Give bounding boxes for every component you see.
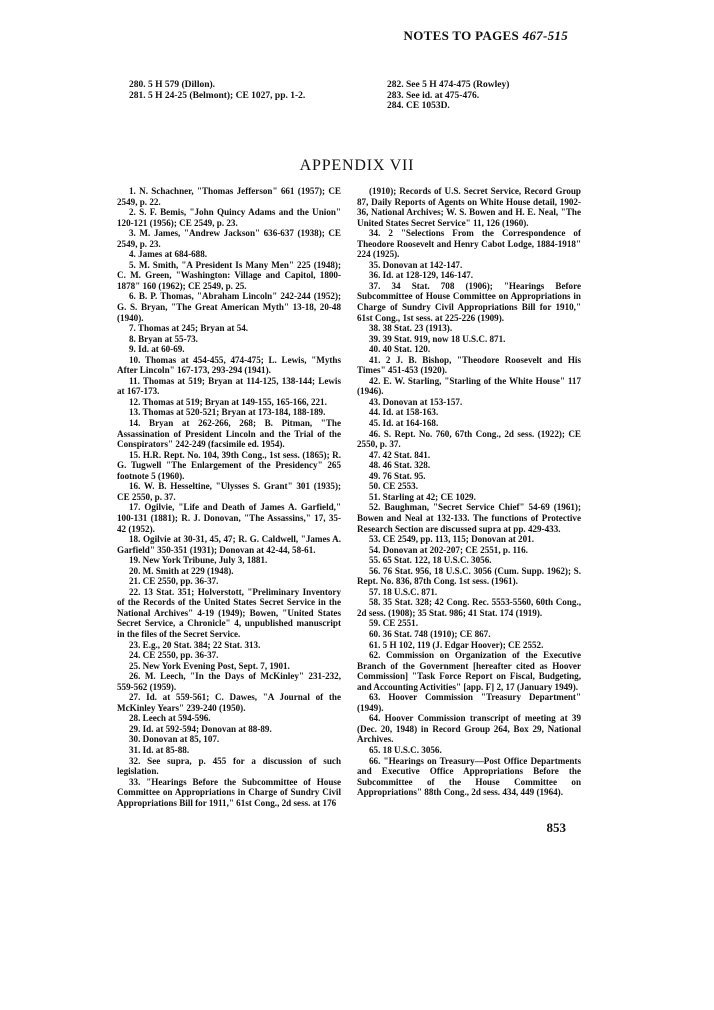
footnote: 45. Id. at 164-168. — [369, 418, 439, 429]
footnote: 4. James at 684-688. — [129, 249, 208, 260]
footnote: 8. Bryan at 55-73. — [129, 333, 198, 344]
footnote: 20. M. Smith at 229 (1948). — [129, 565, 234, 576]
footnote: 25. New York Evening Post, Sept. 7, 1901. — [129, 660, 290, 671]
footnote: 7. Thomas at 245; Bryan at 54. — [129, 323, 249, 334]
footnote: 64. Hoover Commission transcript of meeting at 39 (Dec. 20, 1948) in Record Group 264, Box 29, National Archives. — [357, 713, 581, 745]
footnote: 22. 13 Stat. 351; Holverstott, "Preliminary Inventory of the Records of the United States Secret Service in the National Archives" 4-19 (1949); Bowen, "United States Secret Service, a Chronicle" 4, unpublished manuscript in the files of the Secret Service. — [117, 586, 341, 639]
footnote: 282. See 5 H 474-475 (Rowley) — [387, 80, 510, 90]
footnote: 39. 39 Stat. 919, now 18 U.S.C. 871. — [369, 333, 506, 344]
footnote: 53. CE 2549, pp. 113, 115; Donovan at 201. — [369, 534, 534, 545]
footnote: 11. Thomas at 519; Bryan at 114-125, 138-144; Lewis at 167-173. — [117, 375, 341, 397]
running-head-page-range: 467-515 — [522, 28, 568, 43]
top-notes-right — [375, 80, 585, 112]
footnote: 65. 18 U.S.C. 3056. — [369, 744, 442, 755]
footnote: 58. 35 Stat. 328; 42 Cong. Rec. 5553-5560, 60th Cong., 2d sess. (1908); 35 Stat. 986; 41 Stat. 174 (1919). — [357, 597, 581, 618]
footnote: 40. 40 Stat. 120. — [369, 344, 431, 355]
footnote: 37. 34 Stat. 708 (1906); "Hearings Before Subcommittee of House Committee on Appropriations in Charge of Sundry Civil Appropriations Bill for 1910," 61st Cong., 1st sess. at 225-226 (1909). — [357, 280, 581, 323]
footnote: 41. 2 J. B. Bishop, "Theodore Roosevelt and His Times" 451-453 (1920). — [357, 354, 581, 376]
footnote: 17. Ogilvie, "Life and Death of James A. Garfield," 100-131 (1881); R. J. Donovan, "The Assassins," 17, 35-42 (1952). — [117, 502, 341, 534]
footnote: 36. Id. at 128-129, 146-147. — [369, 270, 474, 281]
footnote: 31. Id. at 85-88. — [129, 744, 190, 755]
footnote: 6. B. P. Thomas, "Abraham Lincoln" 242-244 (1952); G. S. Bryan, "The Great American Myth" 13-18, 20-48 (1940). — [117, 291, 341, 323]
footnote: 55. 65 Stat. 122, 18 U.S.C. 3056. — [369, 555, 492, 566]
footnote: 280. 5 H 579 (Dillon). — [129, 80, 216, 90]
footnote: 48. 46 Stat. 328. — [369, 460, 431, 471]
footnote: 28. Leech at 594-596. — [129, 713, 211, 724]
footnote: 50. CE 2553. — [369, 481, 419, 492]
footnote: 54. Donovan at 202-207; CE 2551, p. 116. — [369, 544, 528, 555]
notes-column-right — [357, 186, 581, 798]
footnote: 13. Thomas at 520-521; Bryan at 173-184, 188-189. — [129, 407, 326, 418]
footnote: 49. 76 Stat. 95. — [369, 470, 426, 481]
footnote: 34. 2 "Selections From the Correspondence of Theodore Roosevelt and Henry Cabot Lodge, 1884-1918" 224 (1925). — [357, 228, 581, 260]
footnote: 63. Hoover Commission "Treasury Department" (1949). — [357, 692, 581, 713]
footnote: 46. S. Rept. No. 760, 67th Cong., 2d sess. (1922); CE 2550, p. 37. — [357, 428, 581, 450]
running-head — [404, 28, 568, 44]
footnote: 66. "Hearings on Treasury—Post Office Departments and Executive Office Appropriations Before the Subcommittee of the House Committee on Appropriations" 88th Cong., 2d sess. 434, 449 (1964). — [357, 755, 581, 798]
footnote: 30. Donovan at 85, 107. — [129, 734, 220, 745]
footnote: 9. Id. at 60-69. — [129, 344, 185, 355]
footnote: 26. M. Leech, "In the Days of McKinley" 231-232, 559-562 (1959). — [117, 671, 341, 692]
notes-column-left — [117, 186, 341, 808]
footnote: 62. Commission on Organization of the Executive Branch of the Government [hereafter cited as Hoover Commission] "Task Force Report on Fiscal, Budgeting, and Accounting Activities" [app. F] 2, 17 (January 1949). — [357, 650, 581, 692]
footnote: 27. Id. at 559-561; C. Dawes, "A Journal of the McKinley Years" 239-240 (1950). — [117, 692, 341, 713]
footnote: 61. 5 H 102, 119 (J. Edgar Hoover); CE 2552. — [369, 639, 544, 650]
footnote: 1. N. Schachner, "Thomas Jefferson" 661 (1957); CE 2549, p. 22. — [117, 186, 341, 207]
footnote: 47. 42 Stat. 841. — [369, 449, 431, 460]
footnote: 32. See supra, p. 455 for a discussion of such legislation. — [117, 755, 341, 777]
footnote: 44. Id. at 158-163. — [369, 407, 439, 418]
footnote: 59. CE 2551. — [369, 618, 419, 629]
page-number: 853 — [546, 820, 566, 835]
footnote: 19. New York Tribune, July 3, 1881. — [129, 555, 268, 566]
footnote: 43. Donovan at 153-157. — [369, 396, 463, 407]
footnote: 5. M. Smith, "A President Is Many Men" 225 (1948); C. M. Green, "Washington: Village and Capitol, 1800-1878" 160 (1962); CE 2549, p. 25. — [117, 259, 341, 291]
footnote: 24. CE 2550, pp. 36-37. — [129, 650, 219, 661]
footnote: 12. Thomas at 519; Bryan at 149-155, 165-166, 221. — [129, 396, 327, 407]
footnote: 60. 36 Stat. 748 (1910); CE 867. — [369, 628, 491, 639]
footnote: 15. H.R. Rept. No. 104, 39th Cong., 1st sess. (1865); R. G. Tugwell "The Enlargement of the Presidency" 265 footnote 5 (1960). — [117, 449, 341, 481]
footnote: 283. See id. at 475-476. — [387, 90, 480, 101]
footnote: 56. 76 Stat. 956, 18 U.S.C. 3056 (Cum. Supp. 1962); S. Rept. No. 836, 87th Cong. 1st sess. (1961). — [357, 565, 581, 587]
footnote: 10. Thomas at 454-455, 474-475; L. Lewis, "Myths After Lincoln" 167-173, 293-294 (1941). — [117, 354, 341, 376]
footnote: 16. W. B. Hesseltine, "Ulysses S. Grant" 301 (1935); CE 2550, p. 37. — [117, 481, 341, 502]
footnote: 33. "Hearings Before the Subcommittee of House Committee on Appropriations in Charge of Sundry Civil Appropriations Bill for 1911," 61st Cong., 2d sess. at 176 — [117, 776, 341, 808]
footnote: 51. Starling at 42; CE 1029. — [369, 491, 476, 502]
footnote: 21. CE 2550, pp. 36-37. — [129, 576, 219, 587]
footnote: 14. Bryan at 262-266, 268; B. Pitman, "The Assassination of President Lincoln and the Trial of the Conspirators" 242-249 (facsimile ed. 1954). — [117, 418, 341, 450]
footnote: 23. E.g., 20 Stat. 384; 22 Stat. 313. — [129, 639, 261, 650]
footnote: 2. S. F. Bemis, "John Quincy Adams and the Union" 120-121 (1956); CE 2549, p. 23. — [117, 207, 341, 228]
footnote: 35. Donovan at 142-147. — [369, 259, 463, 270]
top-notes-left — [117, 80, 335, 101]
running-head-text: NOTES TO PAGES — [403, 28, 519, 43]
footnote: 29. Id. at 592-594; Donovan at 88-89. — [129, 723, 272, 734]
footnote: 57. 18 U.S.C. 871. — [369, 586, 438, 597]
footnote: 42. E. W. Starling, "Starling of the White House" 117 (1946). — [357, 375, 581, 397]
footnote: 38. 38 Stat. 23 (1913). — [369, 323, 453, 334]
footnote: (1910); Records of U.S. Secret Service, Record Group 87, Daily Reports of Agents on White House detail, 1902-36, National Archives; W. S. Bowen and H. E. Neal, "The United States Secret Service" 11, 126 (1960). — [357, 186, 581, 228]
footnote: 3. M. James, "Andrew Jackson" 636-637 (1938); CE 2549, p. 23. — [117, 228, 341, 249]
footnote: 52. Baughman, "Secret Service Chief" 54-69 (1961); Bowen and Neal at 132-133. The functions of Protective Research Section are discussed supra at pp. 429-433. — [357, 502, 581, 534]
footnote: 281. 5 H 24-25 (Belmont); CE 1027, pp. 1-2. — [129, 90, 306, 101]
footnote: 284. CE 1053D. — [387, 101, 450, 112]
footnote: 18. Ogilvie at 30-31, 45, 47; R. G. Caldwell, "James A. Garfield" 350-351 (1931); Donovan at 42-44, 58-61. — [117, 534, 341, 555]
appendix-title: APPENDIX VII — [299, 157, 415, 174]
